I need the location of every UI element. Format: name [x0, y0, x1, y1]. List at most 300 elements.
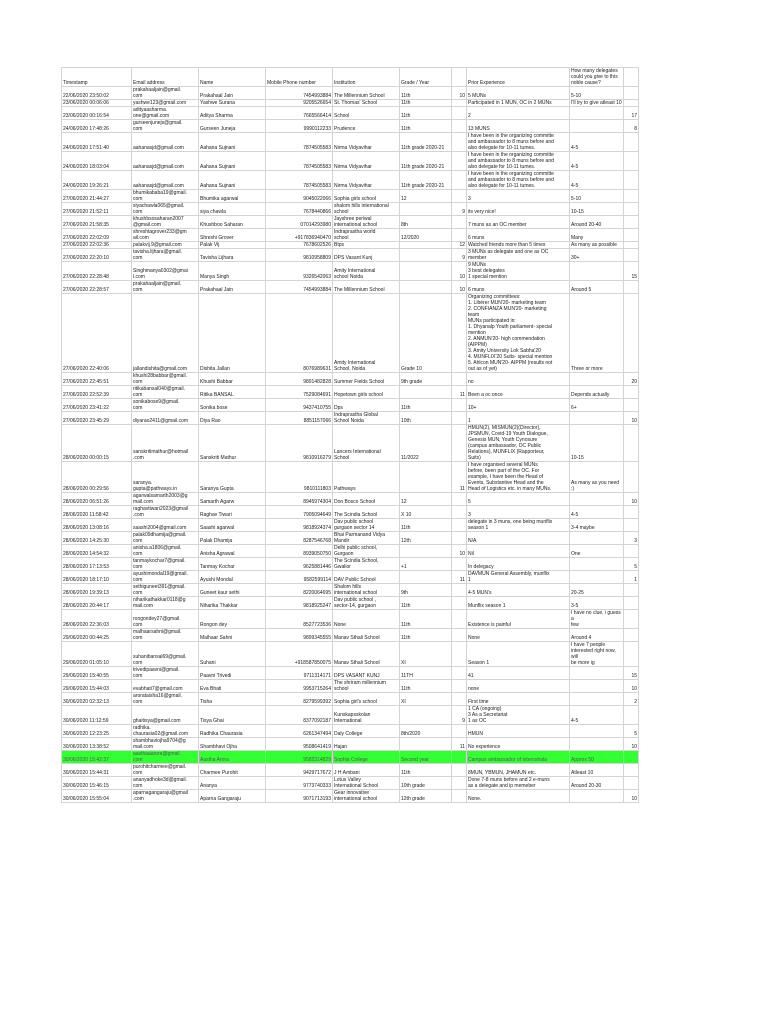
cell-delegates-num[interactable]	[624, 545, 639, 558]
cell-delegates-num[interactable]	[624, 281, 639, 294]
cell-email[interactable]: ayushimondal19@gmail. com	[132, 571, 199, 584]
cell-timestamp[interactable]: 28/06/2020 00:00:15	[62, 425, 132, 462]
cell-name[interactable]: Suhani	[199, 642, 266, 667]
cell-prior-experience[interactable]: 5	[467, 493, 570, 506]
cell-institution[interactable]: None	[333, 610, 400, 629]
cell-timestamp[interactable]: 27/06/2020 23:45:29	[62, 412, 132, 425]
cell-grade[interactable]: 11th	[400, 100, 452, 107]
cell-timestamp[interactable]: 27/06/2020 22:45:51	[62, 373, 132, 386]
cell-email[interactable]: bhumikababa19@gmail. com	[132, 190, 199, 203]
cell-institution[interactable]: DPS VASANT KUNJ	[333, 667, 400, 680]
cell-delegates[interactable]: Around 20-40	[570, 216, 624, 229]
cell-phone[interactable]: +918587850075	[266, 642, 333, 667]
cell-email[interactable]: ananyadhoke3d@gmail. com	[132, 777, 199, 790]
cell-phone[interactable]: 9582314829	[266, 751, 333, 764]
cell-phone[interactable]: 9071713193	[266, 790, 333, 803]
cell-grade[interactable]: Second year	[400, 751, 452, 764]
cell-phone[interactable]: 9953715264	[266, 680, 333, 693]
cell-name[interactable]: Yashwe Surana	[199, 100, 266, 107]
cell-email[interactable]: aasthaaarora@gmail. com	[132, 751, 199, 764]
cell-delegates[interactable]: 30+	[570, 249, 624, 262]
cell-delegates-num[interactable]: 1	[624, 571, 639, 584]
cell-email[interactable]: sethiguneet391@gmail. com	[132, 584, 199, 597]
cell-grade[interactable]	[400, 386, 452, 399]
cell-name[interactable]: Aahana Sujnani	[199, 152, 266, 171]
cell-delegates[interactable]: 3-5	[570, 597, 624, 610]
cell-institution[interactable]: Amity International School, Noida	[333, 294, 400, 373]
cell-email[interactable]: agarwalsamarth2003@g mail.com	[132, 493, 199, 506]
cell-phone[interactable]: 9437410755	[266, 399, 333, 412]
cell-grade-num[interactable]: 10	[452, 87, 467, 100]
cell-grade[interactable]	[400, 262, 452, 281]
cell-delegates[interactable]: As many as you need :)	[570, 462, 624, 493]
cell-timestamp[interactable]: 28/06/2020 00:29:56	[62, 462, 132, 493]
cell-delegates[interactable]: 5-10	[570, 87, 624, 100]
cell-email[interactable]: purohitcharmee@gmail. com	[132, 764, 199, 777]
cell-phone[interactable]: 9990112233	[266, 120, 333, 133]
cell-grade[interactable]: 9th	[400, 584, 452, 597]
cell-delegates-num[interactable]	[624, 216, 639, 229]
cell-timestamp[interactable]: 29/06/2020 00:44:25	[62, 629, 132, 642]
cell-timestamp[interactable]: 24/06/2020 19:26:21	[62, 171, 132, 190]
cell-grade-num[interactable]: 9	[452, 706, 467, 725]
cell-delegates[interactable]	[570, 412, 624, 425]
cell-email[interactable]: aparnagangaraju@gmail .com	[132, 790, 199, 803]
cell-delegates[interactable]	[570, 532, 624, 545]
cell-prior-experience[interactable]: delegate in 3 muns, one being munflix season 1	[467, 519, 570, 532]
cell-delegates[interactable]: I have no clue, i guess a few	[570, 610, 624, 629]
cell-phone[interactable]: 8287546768	[266, 532, 333, 545]
cell-delegates-num[interactable]: 3	[624, 532, 639, 545]
cell-email[interactable]: jallandishita@gmail.com	[132, 294, 199, 373]
cell-timestamp[interactable]: 29/06/2020 01:05:10	[62, 642, 132, 667]
header-cell-timestamp[interactable]: Timestamp	[62, 68, 132, 87]
header-cell-grade[interactable]: Grade / Year	[400, 68, 452, 87]
cell-name[interactable]: Prakahaal Jain	[199, 281, 266, 294]
cell-delegates[interactable]	[570, 107, 624, 120]
cell-timestamp[interactable]: 27/06/2020 23:41:22	[62, 399, 132, 412]
cell-grade-num[interactable]	[452, 693, 467, 706]
cell-institution[interactable]: Sophia girls school	[333, 190, 400, 203]
cell-grade[interactable]: 12	[400, 190, 452, 203]
cell-phone[interactable]: 8945974304	[266, 493, 333, 506]
header-cell-institution[interactable]: Institution	[333, 68, 400, 87]
cell-prior-experience[interactable]: N/A	[467, 532, 570, 545]
cell-delegates-num[interactable]	[624, 751, 639, 764]
cell-institution[interactable]: Nirma Vidyavihar	[333, 171, 400, 190]
cell-phone[interactable]: 9326542063	[266, 262, 333, 281]
cell-delegates[interactable]: Around 20-30	[570, 777, 624, 790]
cell-institution[interactable]: School	[333, 107, 400, 120]
cell-prior-experience[interactable]: DAVMUN General Assembly, munflix 1	[467, 571, 570, 584]
cell-timestamp[interactable]: 23/06/2020 00:16:54	[62, 107, 132, 120]
cell-email[interactable]: yashwe123@gmail.com	[132, 100, 199, 107]
cell-email[interactable]: raghavtiwari2023@gmail .com	[132, 506, 199, 519]
cell-institution[interactable]: Bhai Parmanand Vidya Mandir	[333, 532, 400, 545]
cell-delegates-num[interactable]	[624, 506, 639, 519]
cell-email[interactable]: rongondey27@gmail. com	[132, 610, 199, 629]
cell-timestamp[interactable]: 28/06/2020 18:17:10	[62, 571, 132, 584]
cell-name[interactable]: Bhumika agarwal	[199, 190, 266, 203]
cell-prior-experience[interactable]: I have been in the organizing committe and ambassador to 8 muns before and also delegate for 10-11 tumes.	[467, 133, 570, 152]
cell-phone[interactable]: 7454993884	[266, 87, 333, 100]
cell-phone[interactable]: 9711314171	[266, 667, 333, 680]
cell-institution[interactable]: J H Ambani	[333, 764, 400, 777]
cell-institution[interactable]: Jayshree periwal international school	[333, 216, 400, 229]
cell-timestamp[interactable]: 30/06/2020 13:38:52	[62, 738, 132, 751]
cell-email[interactable]: ghaitisya@gmail.com	[132, 706, 199, 725]
cell-institution[interactable]: Kunskapsskolan International	[333, 706, 400, 725]
cell-prior-experience[interactable]: None	[467, 629, 570, 642]
cell-name[interactable]: Charmee Purohit	[199, 764, 266, 777]
cell-phone[interactable]: 7905094649	[266, 506, 333, 519]
cell-grade[interactable]: 8th/2020	[400, 725, 452, 738]
cell-timestamp[interactable]: 27/06/2020 22:40:06	[62, 294, 132, 373]
cell-email[interactable]: evabhati7@gmail.com	[132, 680, 199, 693]
cell-delegates[interactable]: Atleast 10	[570, 764, 624, 777]
cell-timestamp[interactable]: 27/06/2020 22:02:36	[62, 242, 132, 249]
cell-institution[interactable]: Manav Sthali School	[333, 629, 400, 642]
cell-grade-num[interactable]	[452, 152, 467, 171]
cell-name[interactable]: Saranya Gupta	[199, 462, 266, 493]
cell-institution[interactable]: Nirma Vidyavihar	[333, 133, 400, 152]
cell-grade[interactable]: 11th grade 2020-21	[400, 133, 452, 152]
cell-email[interactable]: adityaasharma. one@gmail.com	[132, 107, 199, 120]
cell-timestamp[interactable]: 28/06/2020 19:39:13	[62, 584, 132, 597]
cell-delegates[interactable]: 3-4 maybe	[570, 519, 624, 532]
cell-delegates-num[interactable]	[624, 777, 639, 790]
cell-delegates[interactable]	[570, 120, 624, 133]
cell-grade[interactable]: 11th	[400, 597, 452, 610]
cell-timestamp[interactable]: 30/06/2020 15:44:31	[62, 764, 132, 777]
cell-prior-experience[interactable]: Campus ambassador of internshala	[467, 751, 570, 764]
cell-email[interactable]: suhanibansal69@gmail. com	[132, 642, 199, 667]
cell-grade[interactable]: Grade 10	[400, 294, 452, 373]
cell-phone[interactable]: 7678440866	[266, 203, 333, 216]
cell-grade-num[interactable]	[452, 642, 467, 667]
cell-phone[interactable]: 9205526654	[266, 100, 333, 107]
cell-phone[interactable]: 7454993884	[266, 281, 333, 294]
cell-name[interactable]: Sanskriti Mathur	[199, 425, 266, 462]
cell-delegates-num[interactable]: 10	[624, 412, 639, 425]
cell-grade[interactable]	[400, 545, 452, 558]
cell-grade-num[interactable]	[452, 294, 467, 373]
cell-grade[interactable]	[400, 249, 452, 262]
cell-phone[interactable]: 9429717672	[266, 764, 333, 777]
cell-prior-experience[interactable]: 3	[467, 506, 570, 519]
cell-phone[interactable]: 9045022066	[266, 190, 333, 203]
cell-grade-num[interactable]	[452, 680, 467, 693]
cell-phone[interactable]: 9818925247	[266, 597, 333, 610]
cell-delegates[interactable]: As many as possible	[570, 242, 624, 249]
cell-email[interactable]: aahanasjd@gmail.com	[132, 171, 199, 190]
cell-timestamp[interactable]: 24/06/2020 17:48:26	[62, 120, 132, 133]
cell-institution[interactable]: Don Bosco School	[333, 493, 400, 506]
cell-prior-experience[interactable]: 4-5 MUN's	[467, 584, 570, 597]
cell-prior-experience[interactable]: 5 MUNs	[467, 87, 570, 100]
cell-delegates-num[interactable]	[624, 242, 639, 249]
cell-delegates-num[interactable]	[624, 100, 639, 107]
cell-delegates[interactable]: 10-15	[570, 425, 624, 462]
cell-grade[interactable]: 11th	[400, 120, 452, 133]
cell-prior-experience[interactable]: First time	[467, 693, 570, 706]
cell-grade-num[interactable]	[452, 107, 467, 120]
cell-prior-experience[interactable]: 8MUN, YBMUN, JHAMUN etc.	[467, 764, 570, 777]
cell-grade[interactable]: 11th	[400, 764, 452, 777]
cell-email[interactable]: trivedipaavni@gmail. com	[132, 667, 199, 680]
cell-delegates[interactable]: 4-5	[570, 133, 624, 152]
cell-prior-experience[interactable]: its very nice!	[467, 203, 570, 216]
cell-institution[interactable]: DAV Public School	[333, 571, 400, 584]
cell-name[interactable]: Palak Dhamija	[199, 532, 266, 545]
cell-grade[interactable]: 12th grade	[400, 790, 452, 803]
cell-name[interactable]: Tisha	[199, 693, 266, 706]
cell-name[interactable]: Prakahaal Jain	[199, 87, 266, 100]
cell-name[interactable]: Dishita Jallan	[199, 294, 266, 373]
cell-email[interactable]: tanmaykochar7@gmail. com	[132, 558, 199, 571]
cell-email[interactable]: saashi2004@gmail.com	[132, 519, 199, 532]
cell-timestamp[interactable]: 27/06/2020 21:58:35	[62, 216, 132, 229]
cell-email[interactable]: aahanasjd@gmail.com	[132, 133, 199, 152]
cell-grade-num[interactable]	[452, 133, 467, 152]
cell-email[interactable]: gurseenjunejs@gmail. com	[132, 120, 199, 133]
cell-institution[interactable]: Dav public school gurgaon sector 14	[333, 519, 400, 532]
cell-phone[interactable]: 9810111803	[266, 462, 333, 493]
cell-phone[interactable]: 9891482828	[266, 373, 333, 386]
cell-phone[interactable]: 7678602526	[266, 242, 333, 249]
cell-timestamp[interactable]: 27/06/2020 22:20:10	[62, 249, 132, 262]
cell-grade[interactable]: 9th grade	[400, 373, 452, 386]
cell-grade[interactable]	[400, 281, 452, 294]
cell-grade[interactable]: XI	[400, 693, 452, 706]
cell-grade[interactable]: X 10	[400, 506, 452, 519]
cell-grade[interactable]: +1	[400, 558, 452, 571]
cell-grade-num[interactable]	[452, 725, 467, 738]
cell-prior-experience[interactable]: I have been in the organizing committe and ambassador to 8 muns before and also delegate for 10-11 tumes.	[467, 152, 570, 171]
cell-phone[interactable]: 8377092187	[266, 706, 333, 725]
cell-delegates-num[interactable]	[624, 249, 639, 262]
cell-institution[interactable]: shalom hills international school	[333, 203, 400, 216]
cell-delegates[interactable]	[570, 725, 624, 738]
cell-email[interactable]: khushbsosaharan2007 @gmail.com	[132, 216, 199, 229]
cell-grade[interactable]: 11TH	[400, 667, 452, 680]
cell-delegates[interactable]: One	[570, 545, 624, 558]
cell-grade[interactable]: 10th grade	[400, 777, 452, 790]
cell-grade[interactable]: 11th grade 2020-21	[400, 171, 452, 190]
cell-phone[interactable]: 7874505583	[266, 171, 333, 190]
header-cell-name[interactable]: Name	[199, 68, 266, 87]
cell-phone[interactable]: 9899345555	[266, 629, 333, 642]
cell-delegates[interactable]: 4-5	[570, 152, 624, 171]
cell-timestamp[interactable]: 22/06/2020 23:50:02	[62, 87, 132, 100]
cell-grade[interactable]: 11th	[400, 87, 452, 100]
header-cell-grade-num[interactable]	[452, 68, 467, 87]
cell-email[interactable]: niharikathakkar0118@g mail.com	[132, 597, 199, 610]
cell-delegates[interactable]: 10-15	[570, 203, 624, 216]
cell-prior-experience[interactable]: 3 MUNs as delegate and one as OC member	[467, 249, 570, 262]
cell-timestamp[interactable]: 27/06/2020 22:28:48	[62, 262, 132, 281]
cell-name[interactable]: Aditya Sharma	[199, 107, 266, 120]
cell-email[interactable]: prakahaaljain@gmail. com	[132, 281, 199, 294]
cell-email[interactable]: shreshtagrover233@gm ail.com	[132, 229, 199, 242]
cell-delegates-num[interactable]	[624, 399, 639, 412]
cell-timestamp[interactable]: 28/06/2020 13:08:16	[62, 519, 132, 532]
cell-grade[interactable]: 11th	[400, 610, 452, 629]
cell-grade[interactable]	[400, 738, 452, 751]
cell-grade-num[interactable]	[452, 519, 467, 532]
cell-email[interactable]: saranya. gupta@pathways.in	[132, 462, 199, 493]
cell-delegates[interactable]	[570, 373, 624, 386]
cell-delegates-num[interactable]	[624, 642, 639, 667]
cell-timestamp[interactable]: 30/06/2020 15:55:04	[62, 790, 132, 803]
cell-institution[interactable]: Sophia girl's school	[333, 693, 400, 706]
cell-delegates[interactable]	[570, 693, 624, 706]
cell-grade-num[interactable]	[452, 532, 467, 545]
cell-institution[interactable]: The Scindia School	[333, 506, 400, 519]
cell-email[interactable]: radhika. chaurasia02@gmail.com	[132, 725, 199, 738]
cell-institution[interactable]: Lancers International School	[333, 425, 400, 462]
cell-institution[interactable]: Summer Fields School	[333, 373, 400, 386]
cell-prior-experience[interactable]: Done 7-8 muns before and 2 e-muns as a delegate and ip memeber	[467, 777, 570, 790]
cell-prior-experience[interactable]: I have organised several MUNs before, been part of the OC. For example, I have been the Head of Events, Substantive Head and the Head of Logistics etc. in many MUNs.	[467, 462, 570, 493]
cell-delegates[interactable]: Depends actually	[570, 386, 624, 399]
cell-name[interactable]: Tisya Ghai	[199, 706, 266, 725]
cell-name[interactable]: Aahana Sujnani	[199, 171, 266, 190]
cell-name[interactable]: Aastha Arora	[199, 751, 266, 764]
cell-delegates[interactable]	[570, 790, 624, 803]
cell-phone[interactable]: 7874505583	[266, 152, 333, 171]
cell-timestamp[interactable]: 30/06/2020 12:23:25	[62, 725, 132, 738]
cell-name[interactable]: Tanmay Kochar	[199, 558, 266, 571]
cell-delegates-num[interactable]: 15	[624, 667, 639, 680]
cell-phone[interactable]: 7874505583	[266, 133, 333, 152]
cell-timestamp[interactable]: 30/06/2020 11:12:59	[62, 706, 132, 725]
cell-delegates-num[interactable]	[624, 519, 639, 532]
cell-timestamp[interactable]: 28/06/2020 14:25:30	[62, 532, 132, 545]
cell-grade-num[interactable]	[452, 751, 467, 764]
cell-grade-num[interactable]	[452, 597, 467, 610]
cell-name[interactable]: Shreshi Grover	[199, 229, 266, 242]
cell-grade-num[interactable]	[452, 229, 467, 242]
cell-institution[interactable]: Nirma Vidyavihar	[333, 152, 400, 171]
cell-timestamp[interactable]: 28/06/2020 20:44:17	[62, 597, 132, 610]
cell-prior-experience[interactable]: Participated in 1 MUN, OC in 2 MUNs	[467, 100, 570, 107]
cell-grade[interactable]: 12/2020	[400, 229, 452, 242]
cell-prior-experience[interactable]: HMUN(2), MISMUN(2)(Director), JPSMUN, Covid-19 Youth Dialogue, Genesis MUN, Youth Cynosure (campus ambassador, OC Public Relations), MUNFLIX (Rapporteur, Suits)	[467, 425, 570, 462]
cell-institution[interactable]: The Millennium School	[333, 87, 400, 100]
cell-name[interactable]: Ritika BANSAL	[199, 386, 266, 399]
cell-delegates[interactable]: 20-25	[570, 584, 624, 597]
cell-grade[interactable]: 11th	[400, 629, 452, 642]
cell-grade-num[interactable]	[452, 790, 467, 803]
cell-delegates-num[interactable]: 20	[624, 373, 639, 386]
cell-prior-experience[interactable]: Munflix season 1	[467, 597, 570, 610]
cell-grade-num[interactable]	[452, 425, 467, 462]
cell-email[interactable]: malhaarsahni@gmail. com	[132, 629, 199, 642]
cell-delegates-num[interactable]: 17	[624, 107, 639, 120]
cell-email[interactable]: siyachawla065@gmail. com	[132, 203, 199, 216]
cell-grade[interactable]	[400, 462, 452, 493]
cell-grade-num[interactable]: 9	[452, 249, 467, 262]
cell-delegates-num[interactable]: 2	[624, 693, 639, 706]
cell-delegates[interactable]	[570, 667, 624, 680]
cell-name[interactable]: Samarth Agarw	[199, 493, 266, 506]
cell-grade-num[interactable]	[452, 120, 467, 133]
cell-institution[interactable]: The Scindia School, Gwalior	[333, 558, 400, 571]
cell-grade-num[interactable]	[452, 777, 467, 790]
cell-name[interactable]: Rongon dey	[199, 610, 266, 629]
cell-phone[interactable]: 8076989631	[266, 294, 333, 373]
cell-name[interactable]: Eva Bhati	[199, 680, 266, 693]
cell-delegates[interactable]: I'll try to give atleast 10	[571, 100, 622, 106]
cell-phone[interactable]: 9818924374	[266, 519, 333, 532]
cell-prior-experience[interactable]: 7 muns as an OC member	[467, 216, 570, 229]
cell-delegates-num[interactable]: 15	[624, 262, 639, 281]
cell-phone[interactable]: 7665566414	[266, 107, 333, 120]
cell-institution[interactable]: Sophia College	[333, 751, 400, 764]
cell-timestamp[interactable]: 27/06/2020 22:28:57	[62, 281, 132, 294]
cell-grade[interactable]: 11th	[400, 107, 452, 120]
cell-phone[interactable]: 6261347494	[266, 725, 333, 738]
cell-institution[interactable]: St. Thomas' School	[333, 100, 400, 107]
cell-phone[interactable]: 9508641419	[266, 738, 333, 751]
cell-delegates-num[interactable]	[624, 462, 639, 493]
cell-delegates-num[interactable]: 10	[624, 790, 639, 803]
cell-grade[interactable]: 8th	[400, 216, 452, 229]
cell-phone[interactable]: 9625881446	[266, 558, 333, 571]
cell-phone[interactable]: 8220064695	[266, 584, 333, 597]
cell-institution[interactable]: Btps	[333, 242, 400, 249]
cell-name[interactable]: Radhika Chaurasia	[199, 725, 266, 738]
cell-delegates-num[interactable]	[624, 764, 639, 777]
cell-timestamp[interactable]: 24/06/2020 17:51:40	[62, 133, 132, 152]
cell-prior-experience[interactable]: Nil	[467, 545, 570, 558]
cell-phone[interactable]: 8939050750	[266, 545, 333, 558]
cell-grade[interactable]	[400, 706, 452, 725]
cell-delegates[interactable]	[570, 680, 624, 693]
cell-phone[interactable]: 07014293980	[266, 216, 333, 229]
cell-delegates-num[interactable]	[624, 229, 639, 242]
cell-delegates-num[interactable]	[624, 152, 639, 171]
cell-timestamp[interactable]: 27/06/2020 22:52:39	[62, 386, 132, 399]
cell-email[interactable]: arorataisha16@gmail. com	[132, 693, 199, 706]
cell-timestamp[interactable]: 30/06/2020 15:46:15	[62, 777, 132, 790]
cell-phone[interactable]: 9582599114	[266, 571, 333, 584]
cell-timestamp[interactable]: 29/06/2020 15:44:03	[62, 680, 132, 693]
cell-name[interactable]: Khushi Babbar	[199, 373, 266, 386]
cell-prior-experience[interactable]: none	[467, 680, 570, 693]
cell-grade-num[interactable]	[452, 584, 467, 597]
cell-email[interactable]: diyarao2411@gmail.com	[132, 412, 199, 425]
cell-phone[interactable]: 9773740333	[266, 777, 333, 790]
cell-prior-experience[interactable]: no	[467, 373, 570, 386]
cell-timestamp[interactable]: 30/06/2020 15:42:37	[62, 751, 132, 764]
cell-name[interactable]: Saashi agarwal	[199, 519, 266, 532]
cell-grade[interactable]	[400, 242, 452, 249]
cell-delegates-num[interactable]	[624, 171, 639, 190]
cell-prior-experience[interactable]: In delegacy	[467, 558, 570, 571]
cell-institution[interactable]: Pathways	[333, 462, 400, 493]
cell-name[interactable]: Tavisha Lijhara	[199, 249, 266, 262]
cell-grade[interactable]: 11th	[400, 680, 452, 693]
cell-prior-experience[interactable]: Season 1	[467, 642, 570, 667]
header-cell-phone[interactable]: Mobile Phone number	[266, 68, 333, 87]
cell-prior-experience[interactable]: Watched friends more than 5 times	[467, 242, 570, 249]
cell-email[interactable]: anisha.a1806@gmail. com	[132, 545, 199, 558]
cell-email[interactable]: aahanasjd@gmail.com	[132, 152, 199, 171]
cell-prior-experience[interactable]: Existence is painful	[467, 610, 570, 629]
cell-phone[interactable]: 8279599392	[266, 693, 333, 706]
